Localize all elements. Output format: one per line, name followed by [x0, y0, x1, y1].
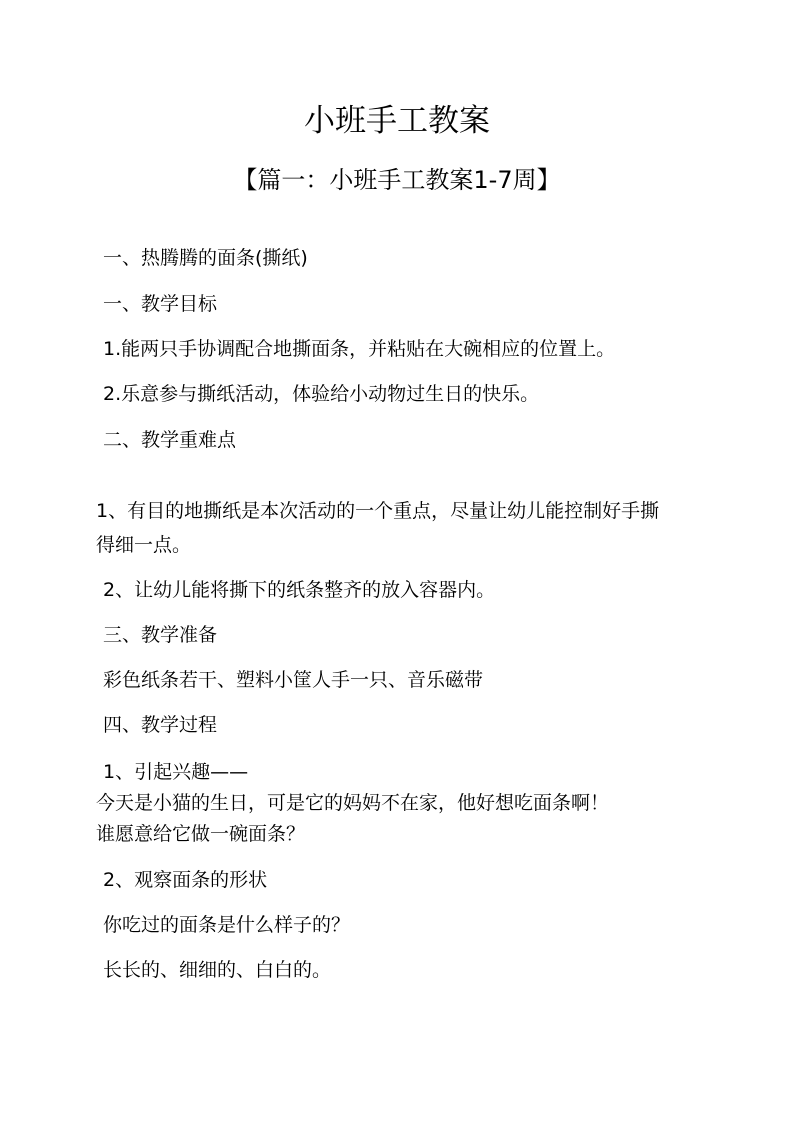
paragraph-line: 长长的、细细的、白白的。 [103, 959, 332, 981]
document-title: 小班手工教案 [304, 103, 490, 139]
document-subtitle: 【篇一：小班手工教案1-7周】 [233, 166, 561, 194]
paragraph-line: 2.乐意参与撕纸活动，体验给小动物过生日的快乐。 [103, 383, 540, 405]
paragraph-line: 你吃过的面条是什么样子的？ [103, 914, 351, 936]
paragraph-line: 彩色纸条若干、塑料小筐人手一只、音乐磁带 [103, 669, 484, 691]
paragraph-line: 2、让幼儿能将撕下的纸条整齐的放入容器内。 [103, 579, 496, 601]
paragraph-line: 谁愿意给它做一碗面条？ [96, 823, 306, 845]
section-heading: 三、教学准备 [103, 624, 218, 646]
section-heading: 一、热腾腾的面条(撕纸) [103, 247, 308, 269]
section-heading: 一、教学目标 [103, 293, 218, 315]
section-heading: 二、教学重难点 [103, 429, 237, 451]
paragraph-line: 1、引起兴趣—— [103, 761, 249, 783]
paragraph-line: 今天是小猫的生日，可是它的妈妈不在家，他好想吃面条啊！ [96, 792, 610, 814]
paragraph-line: 1.能两只手协调配合地撕面条，并粘贴在大碗相应的位置上。 [103, 338, 616, 360]
paragraph-line: 得细一点。 [96, 534, 192, 556]
paragraph-line: 1、有目的地撕纸是本次活动的一个重点，尽量让幼儿能控制好手撕 [96, 500, 660, 522]
section-heading: 四、教学过程 [103, 714, 218, 736]
paragraph-line: 2、观察面条的形状 [103, 869, 268, 891]
